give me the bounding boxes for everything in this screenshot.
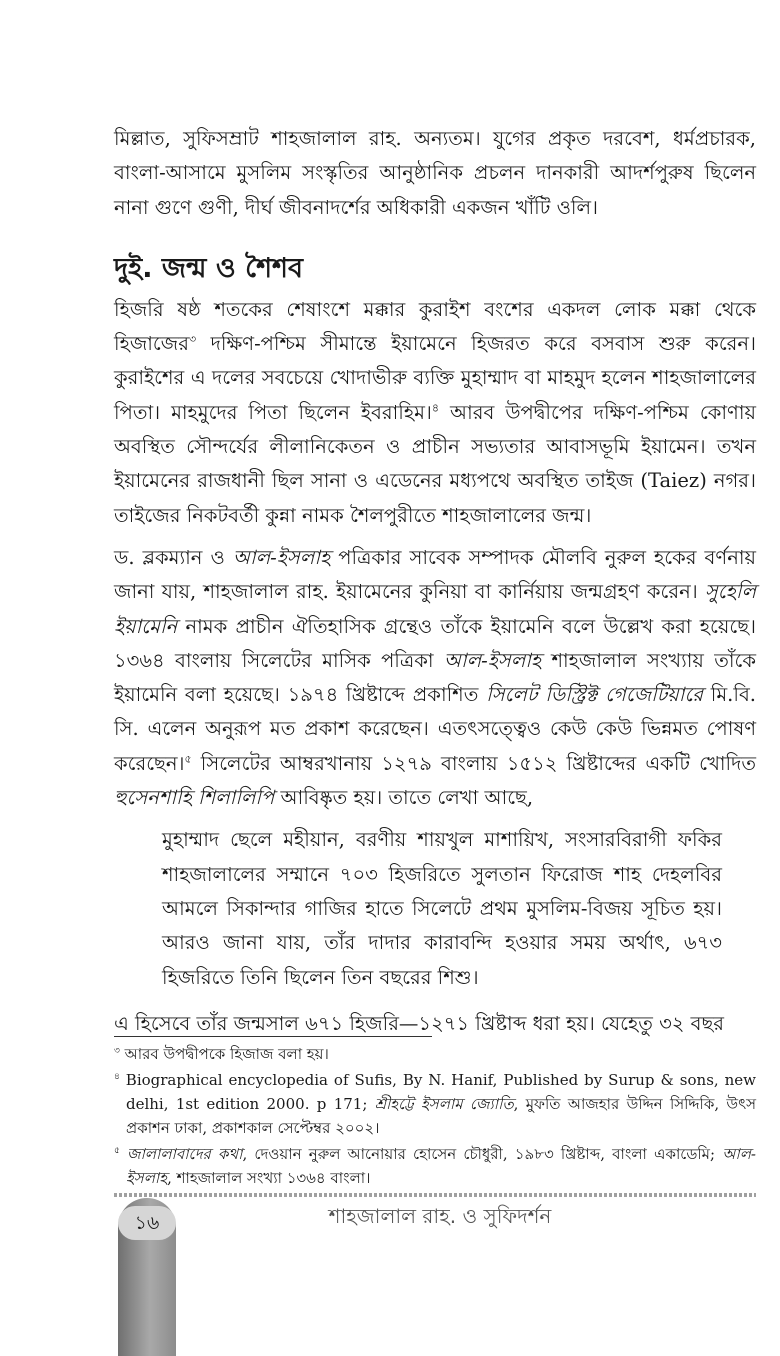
text-span: হিজরি ষষ্ঠ শতকের শেষাংশে মক্কার কুরাইশ বংশের একদল লোক মক্কা থেকে হিজাজের: [114, 297, 756, 356]
text-span: আরব উপদ্বীপের দক্ষিণ-পশ্চিম কোণায় অবস্থিত সৌন্দর্যের লীলানিকেতন ও প্রাচীন সভ্যতার আবাসভূমি ইয়ামেন। তখন ইয়ামেনের রাজধানী ছিল সানা ও এডেনের মধ্যপথে অবস্থিত তাইজ (Taiez) নগর। তাইজের নিকটবর্তী কুন্না নামক শৈলপুরীতে শাহজালালের জন্ম।: [114, 400, 756, 527]
text-span: আবিষ্কৃত হয়। তাতে লেখা আছে,: [274, 786, 534, 810]
text-span: দক্ষিণ-পশ্চিম সীমান্তে ইয়ামেনে হিজরত করে বসবাস শুরু করেন। কুরাইশের এ দলের সবচেয়ে খোদাভীরু ব্যক্তি মুহাম্মাদ বা মাহমুদ হলেন শাহজালালের পিতা। মাহমুদের পিতা ছিলেন ইবরাহিম।: [114, 332, 756, 424]
block-quote: [162, 823, 722, 994]
italic-title: হুসেনশাহি শিলালিপি: [114, 786, 275, 810]
italic-title: আল-ইসলাহ: [443, 648, 542, 672]
quote-text: মুহাম্মাদ ছেলে মহীয়ান, বরণীয় শায়খুল মাশায়িখ, সংসারবিরাগী ফকির শাহজালালের সম্মানে ৭০৩ হিজরিতে সুলতান ফিরোজ শাহ দেহলবির আমলে সিকান্দার গাজির হাতে সিলেটে প্রথম মুসলিম-বিজয় সূচিত হয়। আরও জানা যায়, তাঁর দাদার কারাবন্দি হওয়ার সময় অর্থাৎ, ৬৭৩ হিজরিতে তিনি ছিলেন তিন বছরের শিশু।: [162, 828, 722, 989]
text-span: সিলেটের আম্বরখানায় ১২৭৯ বাংলায় ১৫১২ খ্রিষ্টাব্দের একটি খোদিত: [191, 751, 756, 775]
italic-title: আল-ইসলাহ: [126, 1145, 756, 1187]
running-title: শাহজালাল রাহ. ও সুফিদর্শন: [328, 1204, 552, 1228]
continuation-line: এ হিসেবে তাঁর জন্মসাল ৬৭১ হিজরি—১২৭১ খ্রিষ্টাব্দ ধরা হয়। যেহেতু ৩২ বছর: [114, 1011, 725, 1035]
footnote-text: আরব উপদ্বীপকে হিজাজ বলা হয়।: [119, 1045, 329, 1063]
italic-title: সুহেলি ইয়ামেনি: [114, 580, 756, 638]
footnote-text: , দেওয়ান নুরুল আনোয়ার হোসেন চৌধুরী, ১৯৮৩ খ্রিষ্টাব্দ, বাংলা একাডেমি;: [242, 1145, 723, 1163]
footnote-text: , শাহজালাল সংখ্যা ১৩৬৪ বাংলা।: [167, 1169, 371, 1187]
footnote-mark: ৫: [114, 1146, 120, 1156]
footnote-3: [114, 1042, 756, 1066]
section-heading: দুই. জন্ম ও শৈশব: [114, 252, 304, 284]
text-span: নামক প্রাচীন ঐতিহাসিক গ্রন্থেও তাঁকে ইয়ামেনি বলে উল্লেখ করা হয়েছে। ১৩৬৪ বাংলায় সিলেটের মাসিক পত্রিকা: [114, 614, 756, 672]
intro-paragraph: মিল্লাত, সুফিসম্রাট শাহজালাল রাহ. অন্যতম। যুগের প্রকৃত দরবেশ, ধর্মপ্রচারক, বাংলা-আসামে মুসলিম সংস্কৃতির আনুষ্ঠানিক প্রচলন দানকারী আদর্শপুরুষ ছিলেন নানা গুণে গুণী, দীর্ঘ জীবনাদর্শের অধিকারী একজন খাঁটি ওলি।: [114, 127, 756, 219]
text-span: ড. ব্লকম্যান ও: [114, 545, 233, 569]
italic-title: জালালাবাদের কথা: [119, 1145, 243, 1163]
text-span: পত্রিকার সাবেক সম্পাদক মৌলবি নুরুল হকের বর্ণনায় জানা যায়, শাহজালাল রাহ. ইয়ামেনের কুনিয়া বা কার্নিয়ায় জন্মগ্রহণ করেন।: [114, 545, 756, 604]
footer-divider: [114, 1193, 756, 1197]
footnote-mark: ৩: [114, 1046, 120, 1056]
page-body: [114, 122, 756, 1041]
text-span: মি.বি. সি. এলেন অনুরূপ মত প্রকাশ করেছেন। এতৎসত্ত্বেও কেউ কেউ ভিন্নমত পোষণ করেছেন।: [114, 683, 757, 775]
italic-title: সিলেট ডিস্ট্রিক্ট গেজেটিয়ারে: [486, 683, 704, 707]
text-span: শাহজালাল সংখ্যায় তাঁকে ইয়ামেনি বলা হয়েছে। ১৯৭৪ খ্রিষ্টাব্দে প্রকাশিত: [114, 648, 756, 707]
footnote-ref-4[interactable]: ৪: [431, 401, 440, 415]
paragraph-sources: [114, 541, 756, 815]
footnote-5: [114, 1142, 756, 1190]
italic-title: আল-ইসলাহ: [232, 545, 331, 569]
footnote-text: , মুফতি আজহার উদ্দিন সিদ্দিকি, উৎস প্রকাশন ঢাকা, প্রকাশকাল সেপ্টেম্বর ২০০২।: [126, 1095, 757, 1137]
footnote-ref-3[interactable]: ৩: [188, 332, 197, 346]
footnote-4: [114, 1068, 756, 1140]
italic-title: শ্রীহট্টে ইসলাম জ্যোতি: [374, 1095, 514, 1113]
footnotes: [114, 1042, 756, 1190]
page-number-tab: [118, 1198, 176, 1356]
footnote-mark: ৪: [114, 1072, 120, 1082]
footnote-divider: [114, 1036, 432, 1037]
page-number: ১৬: [118, 1206, 176, 1240]
paragraph-birth: [114, 293, 756, 533]
footnote-ref-5[interactable]: ৫: [184, 752, 192, 766]
footnote-text: Biographical encyclopedia of Sufis, By N. Hanif, Published by Surup & sons, new delhi, 1st edition 2000. p 171;: [119, 1071, 756, 1113]
